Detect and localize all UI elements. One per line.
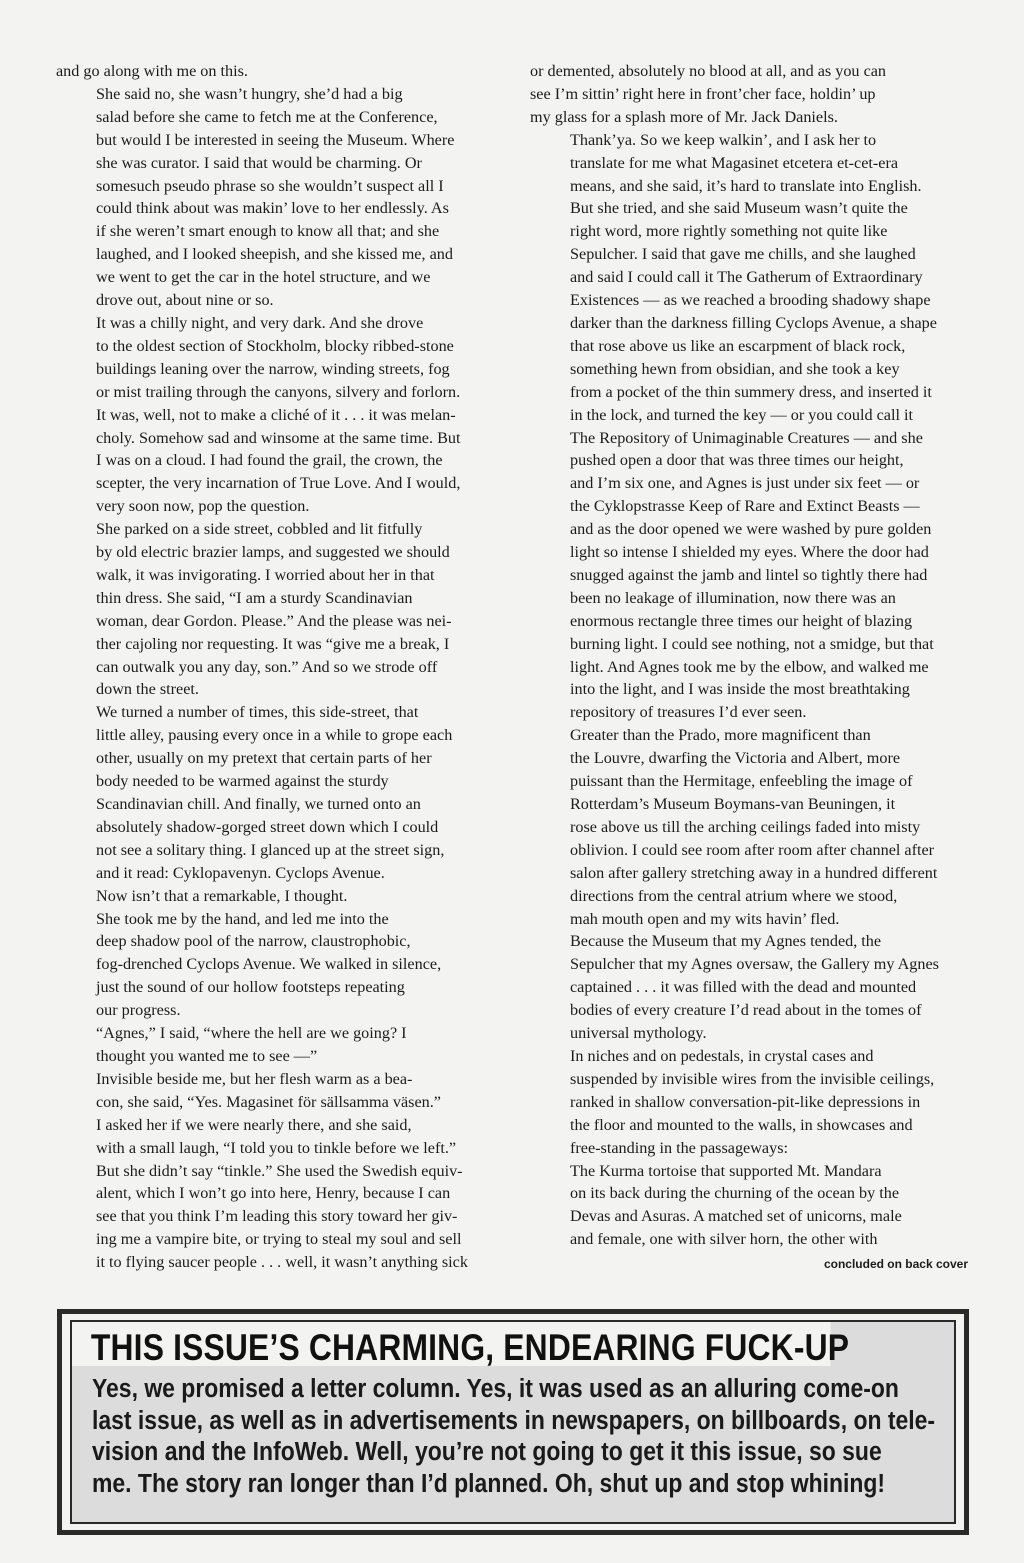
text-line: other, usually on my pretext that certain parts of her (96, 749, 432, 768)
text-line: and said I could call it The Gatherum of Extraordinary (570, 268, 923, 287)
text-line: and go along with me on this. (56, 62, 248, 80)
paragraph (56, 885, 492, 908)
text-line: or mist trailing through the canyons, silvery and forlorn. (96, 382, 461, 401)
right-column (530, 60, 968, 1275)
text-line: Thank’ya. So we keep walkin’, and I ask her to (570, 130, 877, 149)
text-line: The Repository of Unimaginable Creatures — and she (570, 428, 923, 447)
text-line: and I’m six one, and Agnes is just under six feet — or (570, 474, 920, 493)
box-text-line: Yes, we promised a letter column. Yes, it was used as an alluring come-on (92, 1375, 899, 1403)
text-line: but would I be interested in seeing the Museum. Where (96, 130, 455, 149)
paragraph (530, 1045, 968, 1160)
text-line: we went to get the car in the hotel structure, and we (96, 268, 431, 287)
box-text-line: last issue, as well as in advertisements in newspapers, on billboards, on tele- (92, 1406, 936, 1435)
text-line: Sepulcher. I said that gave me chills, and she laughed (570, 245, 916, 264)
text-line: oblivion. I could see room after room after channel after (570, 840, 935, 859)
text-line: means, and she said, it’s hard to translate into English. (570, 176, 922, 195)
text-line: my glass for a splash more of Mr. Jack Daniels. (530, 107, 838, 126)
text-line: from a pocket of the thin summery dress, and inserted it (570, 382, 932, 401)
text-line: woman, dear Gordon. Please.” And the please was nei- (96, 611, 452, 630)
text-line: and it read: Cyklopavenyn. Cyclops Avenue. (96, 863, 385, 882)
text-line: could think about was makin’ love to her endlessly. As (96, 199, 449, 218)
text-line: con, she said, “Yes. Magasinet för sällsamma väsen.” (96, 1092, 441, 1111)
text-line: into the light, and I was inside the most breathtaking (570, 680, 910, 699)
text-line: suspended by invisible wires from the invisible ceilings, (570, 1069, 935, 1088)
text-line: thought you wanted me to see —” (96, 1046, 318, 1065)
text-line: snugged against the jamb and lintel so tightly there had (570, 565, 928, 584)
paragraph (530, 129, 968, 725)
text-line: body needed to be warmed against the sturdy (96, 772, 389, 791)
text-line: the Louvre, dwarfing the Victoria and Albert, more (570, 749, 901, 768)
paragraph (530, 724, 968, 930)
text-line: bodies of every creature I’d read about in the tomes of (570, 1001, 922, 1020)
text-line: mah mouth open and my wits havin’ fled. (570, 909, 840, 928)
box-title: THIS ISSUE’S CHARMING, ENDEARING FUCK-UP (72, 1322, 831, 1366)
left-column (56, 60, 492, 1274)
text-line: The Kurma tortoise that supported Mt. Mandara (570, 1161, 882, 1180)
continuation-note: concluded on back cover (823, 1257, 968, 1272)
paragraph (530, 930, 968, 1045)
text-line: salon after gallery stretching away in a hundred different (570, 863, 938, 882)
text-line: She parked on a side street, cobbled and lit fitfully (96, 520, 423, 539)
text-line: enormous rectangle three times our height of blazing (570, 611, 913, 630)
text-line: in the lock, and turned the key — or you could call it (570, 405, 913, 424)
text-line: down the street. (96, 680, 199, 699)
text-line: directions from the central atrium where we stood, (570, 886, 898, 905)
text-line: somesuch pseudo phrase so she wouldn’t suspect all I (96, 176, 444, 195)
text-line: darker than the darkness filling Cyclops Avenue, a shape (570, 313, 937, 332)
text-line: and as the door opened we were washed by pure golden (570, 520, 932, 539)
text-line: She took me by the hand, and led me into the (96, 909, 389, 928)
text-line: deep shadow pool of the narrow, claustrophobic, (96, 932, 411, 951)
text-line: repository of treasures I’d ever seen. (570, 703, 807, 722)
text-line: “Agnes,” I said, “where the hell are we going? I (96, 1024, 407, 1043)
paragraph (530, 60, 968, 129)
text-line: just the sound of our hollow footsteps repeating (96, 978, 405, 997)
text-line: ranked in shallow conversation-pit-like depressions in (570, 1092, 921, 1111)
text-line: if she weren’t smart enough to know all that; and she (96, 222, 440, 241)
text-line: universal mythology. (570, 1024, 707, 1043)
text-line: by old electric brazier lamps, and suggested we should (96, 543, 450, 562)
text-line: Existences — as we reached a brooding shadowy shape (570, 291, 931, 310)
text-line: thin dress. She said, “I am a sturdy Scandinavian (96, 588, 413, 607)
text-line: Rotterdam’s Museum Boymans-van Beuningen, it (570, 795, 896, 813)
text-line: been no leakage of illumination, now there was an (570, 588, 896, 607)
text-line: Scandinavian chill. And finally, we turned onto an (96, 795, 421, 813)
text-line: captained . . . it was filled with the dead and mounted (570, 978, 917, 997)
editorial-box (57, 1309, 969, 1535)
paragraph (530, 1160, 968, 1252)
text-line: the floor and mounted to the walls, in showcases and (570, 1115, 913, 1134)
text-line: Sepulcher that my Agnes oversaw, the Gallery my Agnes (570, 955, 939, 974)
paragraph (56, 1114, 492, 1274)
text-line: the Cyklopstrasse Keep of Rare and Extinct Beasts — (570, 497, 920, 516)
text-line: with a small laugh, “I told you to tinkle before we left.” (96, 1138, 457, 1157)
text-line: Greater than the Prado, more magnificent than (570, 726, 871, 745)
text-line: burning light. I could see nothing, not a smidge, but that (570, 634, 934, 653)
text-line: light. And Agnes took me by the elbow, and walked me (570, 657, 929, 676)
text-line: In niches and on pedestals, in crystal cases and (570, 1046, 874, 1065)
text-line: buildings leaning over the narrow, winding streets, fog (96, 359, 450, 378)
text-line: choly. Somehow sad and winsome at the same time. But (96, 428, 461, 447)
text-line: laughed, and I looked sheepish, and she kissed me, and (96, 245, 453, 264)
text-line: can outwalk you any day, son.” And so we strode off (96, 657, 438, 676)
text-line: something hewn from obsidian, and she took a key (570, 359, 900, 378)
text-line: pushed open a door that was three times our height, (570, 451, 904, 470)
text-line: very soon now, pop the question. (96, 497, 310, 516)
paragraph (56, 83, 492, 312)
text-line: translate for me what Magasinet etcetera et-cet-era (570, 153, 899, 172)
editorial-box-inner (70, 1320, 956, 1524)
text-line: scepter, the very incarnation of True Love. And I would, (96, 474, 461, 493)
text-line: Because the Museum that my Agnes tended, the (570, 932, 882, 951)
text-line: or demented, absolutely no blood at all, and as you can (530, 62, 887, 80)
text-line: free-standing in the passageways: (570, 1138, 789, 1157)
text-line: rose above us till the arching ceilings faded into misty (570, 817, 921, 836)
paragraph (56, 908, 492, 1023)
text-line: and female, one with silver horn, the other with (570, 1230, 878, 1249)
text-line: I was on a cloud. I had found the grail, the crown, the (96, 451, 443, 470)
paragraph (56, 701, 492, 884)
text-line: light so intense I shielded my eyes. Where the door had (570, 543, 929, 562)
text-line: on its back during the churning of the ocean by the (570, 1184, 900, 1203)
text-line: see that you think I’m leading this story toward her giv- (96, 1207, 458, 1226)
text-line: But she tried, and she said Museum wasn’t quite the (570, 199, 908, 218)
text-line: drove out, about nine or so. (96, 291, 274, 310)
text-line: I asked her if we were nearly there, and she said, (96, 1115, 412, 1134)
text-line: salad before she came to fetch me at the Conference, (96, 107, 438, 126)
text-line: that rose above us like an escarpment of black rock, (570, 336, 906, 355)
text-line: It was, well, not to make a cliché of it . . . it was melan- (96, 405, 456, 424)
text-line: little alley, pausing every once in a while to grope each (96, 726, 453, 745)
text-line: puissant than the Hermitage, enfeebling the image of (570, 772, 913, 791)
paragraph (56, 60, 492, 83)
text-line: absolutely shadow-gorged street down which I could (96, 817, 439, 836)
text-line: ing me a vampire bite, or trying to steal my soul and sell (96, 1230, 462, 1249)
text-line: not see a solitary thing. I glanced up at the street sign, (96, 840, 445, 859)
text-line: Invisible beside me, but her flesh warm as a bea- (96, 1069, 413, 1088)
paragraph (56, 1068, 492, 1114)
text-line: alent, which I won’t go into here, Henry, because I can (96, 1184, 451, 1203)
paragraph (56, 312, 492, 518)
text-line: fog-drenched Cyclops Avenue. We walked in silence, (96, 955, 442, 974)
text-line: right word, more rightly something not quite like (570, 222, 888, 241)
text-line: It was a chilly night, and very dark. And she drove (96, 313, 424, 332)
text-line: see I’m sittin’ right here in front’cher face, holdin’ up (530, 84, 876, 103)
text-line: We turned a number of times, this side-street, that (96, 703, 419, 722)
box-text-line: me. The story ran longer than I’d planned. Oh, shut up and stop whining! (92, 1469, 886, 1498)
text-line: she was curator. I said that would be charming. Or (96, 153, 422, 172)
text-line: Now isn’t that a remarkable, I thought. (96, 886, 348, 905)
text-line: our progress. (96, 1001, 181, 1020)
text-line: walk, it was invigorating. I worried about her in that (96, 565, 435, 584)
paragraph (56, 1022, 492, 1068)
text-line: to the oldest section of Stockholm, blocky ribbed-stone (96, 336, 454, 355)
text-line: it to flying saucer people . . . well, it wasn’t anything sick (96, 1253, 468, 1272)
box-text-line: vision and the InfoWeb. Well, you’re not going to get it this issue, so sue (92, 1438, 882, 1466)
text-line: Devas and Asuras. A matched set of unicorns, male (570, 1207, 902, 1226)
text-line: She said no, she wasn’t hungry, she’d had a big (96, 84, 403, 103)
box-body (72, 1366, 954, 1500)
text-line: ther cajoling nor requesting. It was “give me a break, I (96, 634, 450, 653)
paragraph (56, 518, 492, 701)
text-line: But she didn’t say “tinkle.” She used the Swedish equiv- (96, 1161, 463, 1180)
